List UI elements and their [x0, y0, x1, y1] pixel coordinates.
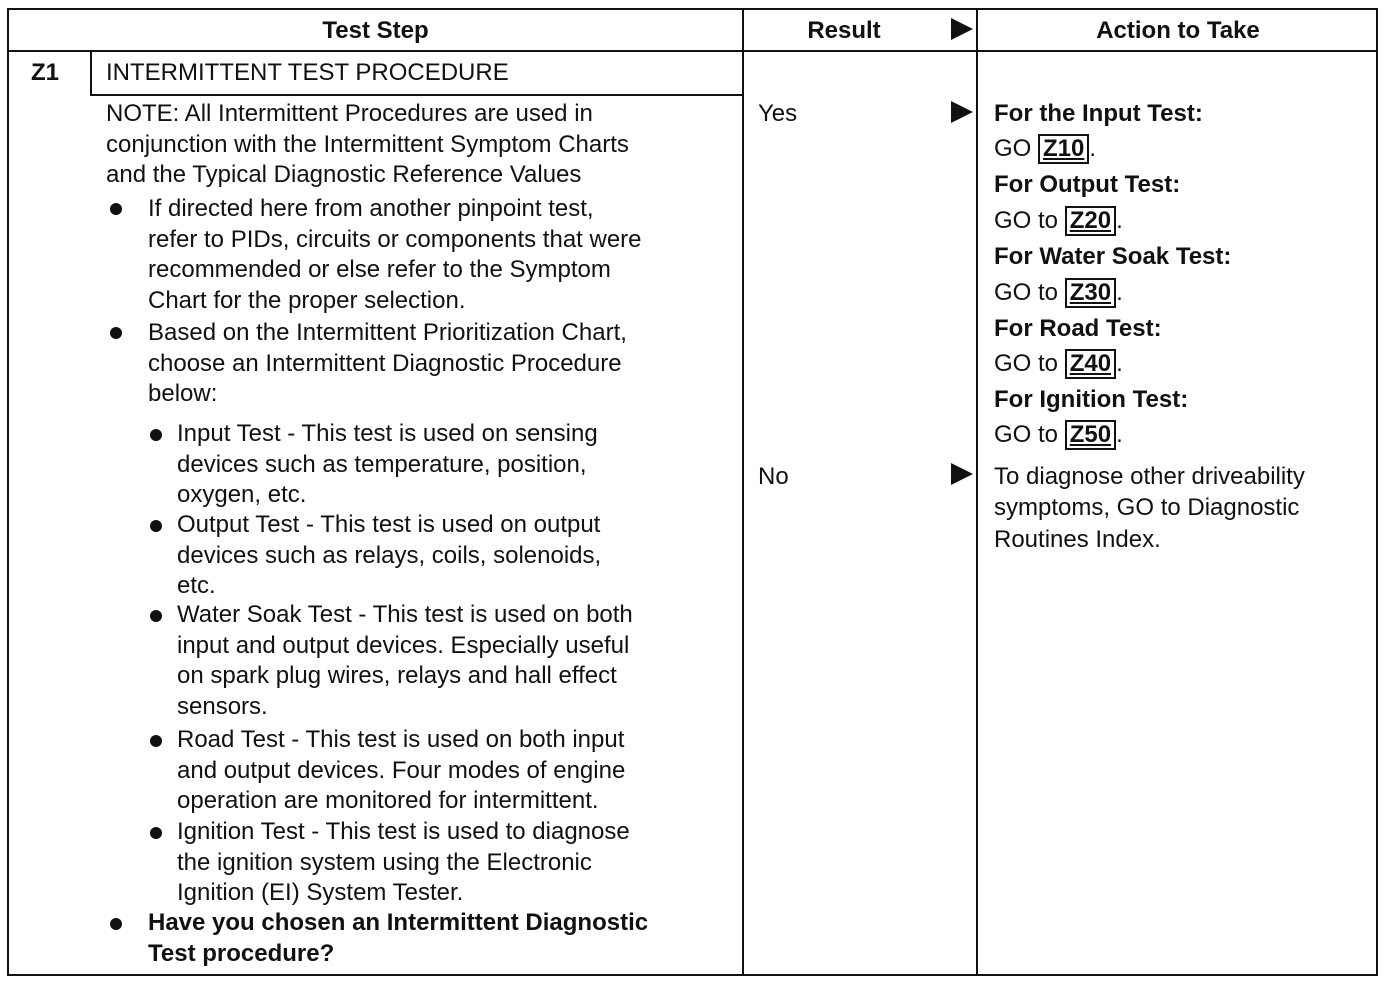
- go-text: GO to: [994, 421, 1059, 448]
- action-road-go: GO to Z40 .: [994, 350, 1123, 377]
- sub-road-line: operation are monitored for intermittent.: [177, 787, 599, 814]
- sub-ignition-line: Ignition Test - This test is used to diagnose: [177, 818, 630, 845]
- sub-water-line: sensors.: [177, 692, 268, 720]
- sub-input-line: oxygen, etc.: [177, 481, 307, 508]
- sub-water-line: input and output devices. Especially useful: [177, 631, 630, 659]
- bullet1-line: Chart for the proper selection.: [148, 286, 466, 314]
- action-ignition-go: GO to Z50 .: [994, 421, 1123, 448]
- header-arrow-icon: [951, 18, 973, 40]
- note-line: NOTE: All Intermittent Procedures are used in: [106, 100, 593, 127]
- sub-road-line: and output devices. Four modes of engine: [177, 756, 626, 784]
- sub-road-line: Road Test - This test is used on both input: [177, 726, 625, 753]
- go-text: GO to: [994, 350, 1059, 377]
- sub-bullet-icon: [150, 520, 162, 532]
- bullet2-line: Based on the Intermittent Prioritization Chart,: [148, 319, 627, 346]
- step-id: Z1: [31, 59, 60, 86]
- sub-bullet-icon: [150, 735, 162, 747]
- sub-input-line: devices such as temperature, position,: [177, 450, 587, 478]
- bullet-icon: [110, 203, 122, 215]
- bullet1-line: recommended or else refer to the Symptom: [148, 256, 611, 283]
- action-no-line: Routines Index.: [994, 526, 1161, 553]
- question-line: Have you chosen an Intermittent Diagnostic: [148, 909, 649, 936]
- step-title: INTERMITTENT TEST PROCEDURE: [106, 59, 509, 86]
- action-no-line: symptoms, GO to Diagnostic: [994, 494, 1300, 521]
- header-test-step: Test Step: [322, 17, 429, 44]
- question-line: Test procedure?: [148, 939, 335, 967]
- title-divider: [90, 94, 744, 96]
- bullet-icon: [110, 327, 122, 339]
- action-output-go: GO to Z20 .: [994, 207, 1123, 234]
- sub-water-line: Water Soak Test - This test is used on both: [177, 601, 633, 628]
- yes-arrow-icon: [951, 101, 973, 123]
- sub-bullet-icon: [150, 827, 162, 839]
- result-yes: Yes: [758, 100, 798, 127]
- column-divider-result: [742, 10, 744, 976]
- no-arrow-icon: [951, 463, 973, 485]
- sub-input-line: Input Test - This test is used on sensing: [177, 420, 598, 447]
- action-water-go: GO to Z30 .: [994, 279, 1123, 306]
- step-ref-link[interactable]: Z20: [1065, 206, 1116, 236]
- action-water-label: For Water Soak Test:: [994, 243, 1232, 270]
- sub-output-line: Output Test - This test is used on output: [177, 511, 601, 538]
- action-road-label: For Road Test:: [994, 315, 1162, 342]
- go-text: GO to: [994, 207, 1059, 234]
- action-output-label: For Output Test:: [994, 171, 1181, 198]
- go-text: GO: [994, 135, 1032, 162]
- header-action: Action to Take: [1096, 17, 1260, 44]
- sub-output-line: etc.: [177, 572, 216, 599]
- action-input-label: For the Input Test:: [994, 100, 1203, 127]
- note-line: and the Typical Diagnostic Reference Values: [106, 161, 582, 188]
- note-line: conjunction with the Intermittent Symptom Charts: [106, 130, 629, 158]
- step-ref-link[interactable]: Z50: [1065, 420, 1116, 450]
- bullet2-line: choose an Intermittent Diagnostic Procedure: [148, 349, 622, 377]
- sub-ignition-line: Ignition (EI) System Tester.: [177, 879, 464, 906]
- column-divider-action: [976, 10, 978, 976]
- sub-bullet-icon: [150, 610, 162, 622]
- header-result: Result: [807, 17, 881, 44]
- diagnostic-table: [7, 8, 1378, 976]
- result-no: No: [758, 463, 789, 490]
- bullet1-line: If directed here from another pinpoint test,: [148, 195, 594, 222]
- step-ref-link[interactable]: Z40: [1065, 349, 1116, 379]
- step-ref-link[interactable]: Z10: [1038, 134, 1089, 164]
- step-ref-link[interactable]: Z30: [1065, 278, 1116, 308]
- action-no-line: To diagnose other driveability: [994, 463, 1305, 490]
- sub-bullet-icon: [150, 429, 162, 441]
- sub-ignition-line: the ignition system using the Electronic: [177, 848, 592, 876]
- column-divider-step-id: [90, 52, 92, 96]
- bullet2-line: below:: [148, 380, 218, 407]
- action-ignition-label: For Ignition Test:: [994, 386, 1189, 413]
- bullet1-line: refer to PIDs, circuits or components that were: [148, 225, 642, 253]
- bullet-icon: [110, 918, 122, 930]
- sub-water-line: on spark plug wires, relays and hall effect: [177, 662, 617, 689]
- sub-output-line: devices such as relays, coils, solenoids,: [177, 541, 602, 569]
- go-text: GO to: [994, 279, 1059, 306]
- action-input-go: GO Z10 .: [994, 135, 1097, 162]
